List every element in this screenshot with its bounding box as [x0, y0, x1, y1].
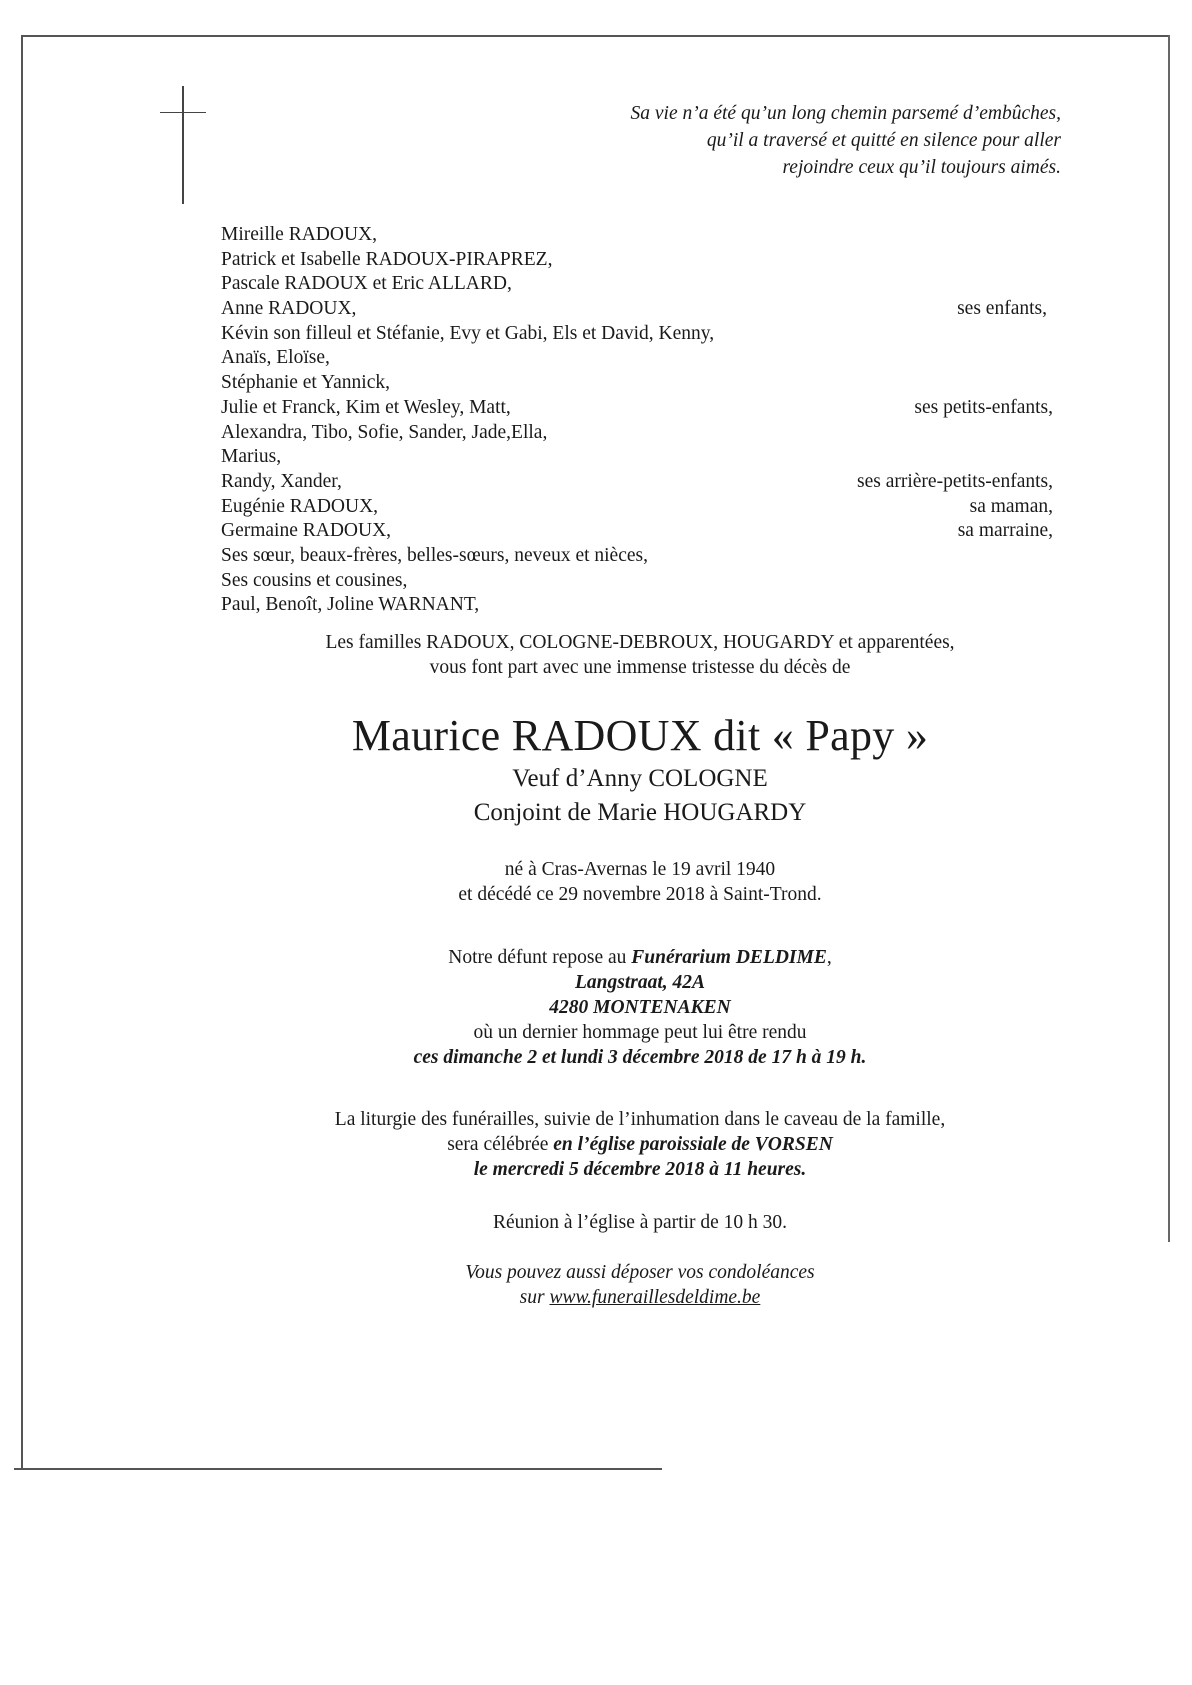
- family-relation: ses petits-enfants,: [914, 396, 1053, 418]
- family-relation: sa marraine,: [957, 520, 1053, 542]
- family-row: [221, 519, 1053, 544]
- condolences-link-line: [190, 1285, 1090, 1310]
- family-row: [221, 495, 1053, 520]
- announcement-block: [190, 630, 1090, 680]
- condolences-line: Vous pouvez aussi déposer vos condoléances: [465, 1262, 815, 1283]
- family-name: Ses sœur, beaux-frères, belles-sœurs, neveux et nièces,: [221, 544, 648, 566]
- liturgy-line2: [190, 1132, 1090, 1157]
- funeral-home-city: 4280 MONTENAKEN: [549, 997, 731, 1018]
- family-name: Germaine RADOUX,: [221, 520, 392, 542]
- families-line: Les familles RADOUX, COLOGNE-DEBROUX, HOUGARDY et apparentées,: [325, 632, 955, 653]
- reunion-block: [190, 1210, 1090, 1235]
- epigraph-line: rejoindre ceux qu’il toujours aimés.: [782, 157, 1061, 178]
- liturgy-block: [190, 1107, 1090, 1182]
- liturgy-line1: La liturgie des funérailles, suivie de l’inhumation dans le caveau de la famille,: [334, 1109, 946, 1130]
- announce-line: vous font part avec une immense tristesse du décès de: [429, 657, 851, 678]
- deceased-widower: Veuf d’Anny COLOGNE: [512, 765, 768, 792]
- family-relation: ses arrière-petits-enfants,: [857, 470, 1053, 492]
- family-name: Pascale RADOUX et Eric ALLARD,: [221, 273, 512, 295]
- family-row: [221, 223, 1053, 248]
- family-row: [221, 470, 1053, 495]
- family-name: Paul, Benoît, Joline WARNANT,: [221, 594, 480, 616]
- condolences-link[interactable]: www.funeraillesdeldime.be: [549, 1287, 761, 1308]
- family-row: [221, 371, 1053, 396]
- funeral-home-block: [190, 945, 1090, 1070]
- family-relation: ses enfants,: [957, 298, 1047, 320]
- cross-horizontal-bar: [160, 112, 206, 113]
- family-row: [221, 593, 1053, 618]
- family-row: [221, 544, 1053, 569]
- liturgy-place: en l’église paroissiale de VORSEN: [553, 1134, 833, 1155]
- family-row: [221, 346, 1053, 371]
- family-name: Kévin son filleul et Stéfanie, Evy et Gabi, Els et David, Kenny,: [221, 322, 715, 344]
- family-name: Stéphanie et Yannick,: [221, 372, 390, 394]
- family-row: [221, 421, 1053, 446]
- condolences-prefix: sur: [519, 1287, 550, 1308]
- funeral-home-line: [190, 945, 1090, 970]
- funeral-home-comma: ,: [826, 947, 832, 968]
- deceased-name: Maurice RADOUX dit « Papy »: [351, 711, 929, 760]
- frame-left-border: [21, 35, 23, 1469]
- family-name: Patrick et Isabelle RADOUX-PIRAPREZ,: [221, 248, 553, 270]
- funeral-home-name: Funérarium DELDIME: [631, 947, 827, 968]
- deceased-partner: Conjoint de Marie HOUGARDY: [473, 799, 807, 826]
- visit-dates: ces dimanche 2 et lundi 3 décembre 2018 de 17 h à 19 h.: [413, 1047, 867, 1068]
- death-line: et décédé ce 29 novembre 2018 à Saint-Trond.: [458, 884, 822, 905]
- funeral-home-street: Langstraat, 42A: [574, 972, 706, 993]
- family-name: Julie et Franck, Kim et Wesley, Matt,: [221, 396, 511, 418]
- family-relation: sa maman,: [969, 495, 1053, 517]
- funeral-home-intro: Notre défunt repose au: [448, 947, 632, 968]
- family-row: [221, 272, 1053, 297]
- condolences-block: [190, 1260, 1090, 1310]
- frame-top-border: [22, 35, 1170, 37]
- epigraph-line: qu’il a traversé et quitté en silence pour aller: [706, 130, 1061, 151]
- family-row: [221, 297, 1053, 322]
- birth-line: né à Cras-Avernas le 19 avril 1940: [504, 859, 776, 880]
- family-name: Alexandra, Tibo, Sofie, Sander, Jade,Ella,: [221, 421, 548, 443]
- family-list: [221, 223, 1053, 618]
- family-row: [221, 248, 1053, 273]
- frame-bottom-border: [14, 1468, 662, 1470]
- family-name: Anaïs, Eloïse,: [221, 347, 330, 369]
- family-name: Eugénie RADOUX,: [221, 495, 379, 517]
- epigraph-line: Sa vie n’a été qu’un long chemin parsemé d’embûches,: [630, 103, 1061, 124]
- visit-text: où un dernier hommage peut lui être rendu: [473, 1022, 807, 1043]
- family-row: [221, 322, 1053, 347]
- family-name: Mireille RADOUX,: [221, 224, 377, 245]
- family-row: [221, 445, 1053, 470]
- family-row: [221, 569, 1053, 594]
- deceased-block: [190, 710, 1090, 830]
- liturgy-date: le mercredi 5 décembre 2018 à 11 heures.: [473, 1159, 807, 1180]
- cross-vertical-bar: [182, 86, 184, 204]
- epigraph: [461, 100, 1061, 181]
- frame-right-border: [1168, 35, 1170, 1242]
- dates-block: [190, 857, 1090, 907]
- family-name: Randy, Xander,: [221, 470, 342, 492]
- reunion-line: Réunion à l’église à partir de 10 h 30.: [492, 1212, 788, 1233]
- family-name: Ses cousins et cousines,: [221, 569, 408, 591]
- liturgy-prefix: sera célébrée: [447, 1134, 554, 1155]
- family-name: Anne RADOUX,: [221, 298, 357, 320]
- family-row: [221, 396, 1053, 421]
- family-name: Marius,: [221, 446, 282, 468]
